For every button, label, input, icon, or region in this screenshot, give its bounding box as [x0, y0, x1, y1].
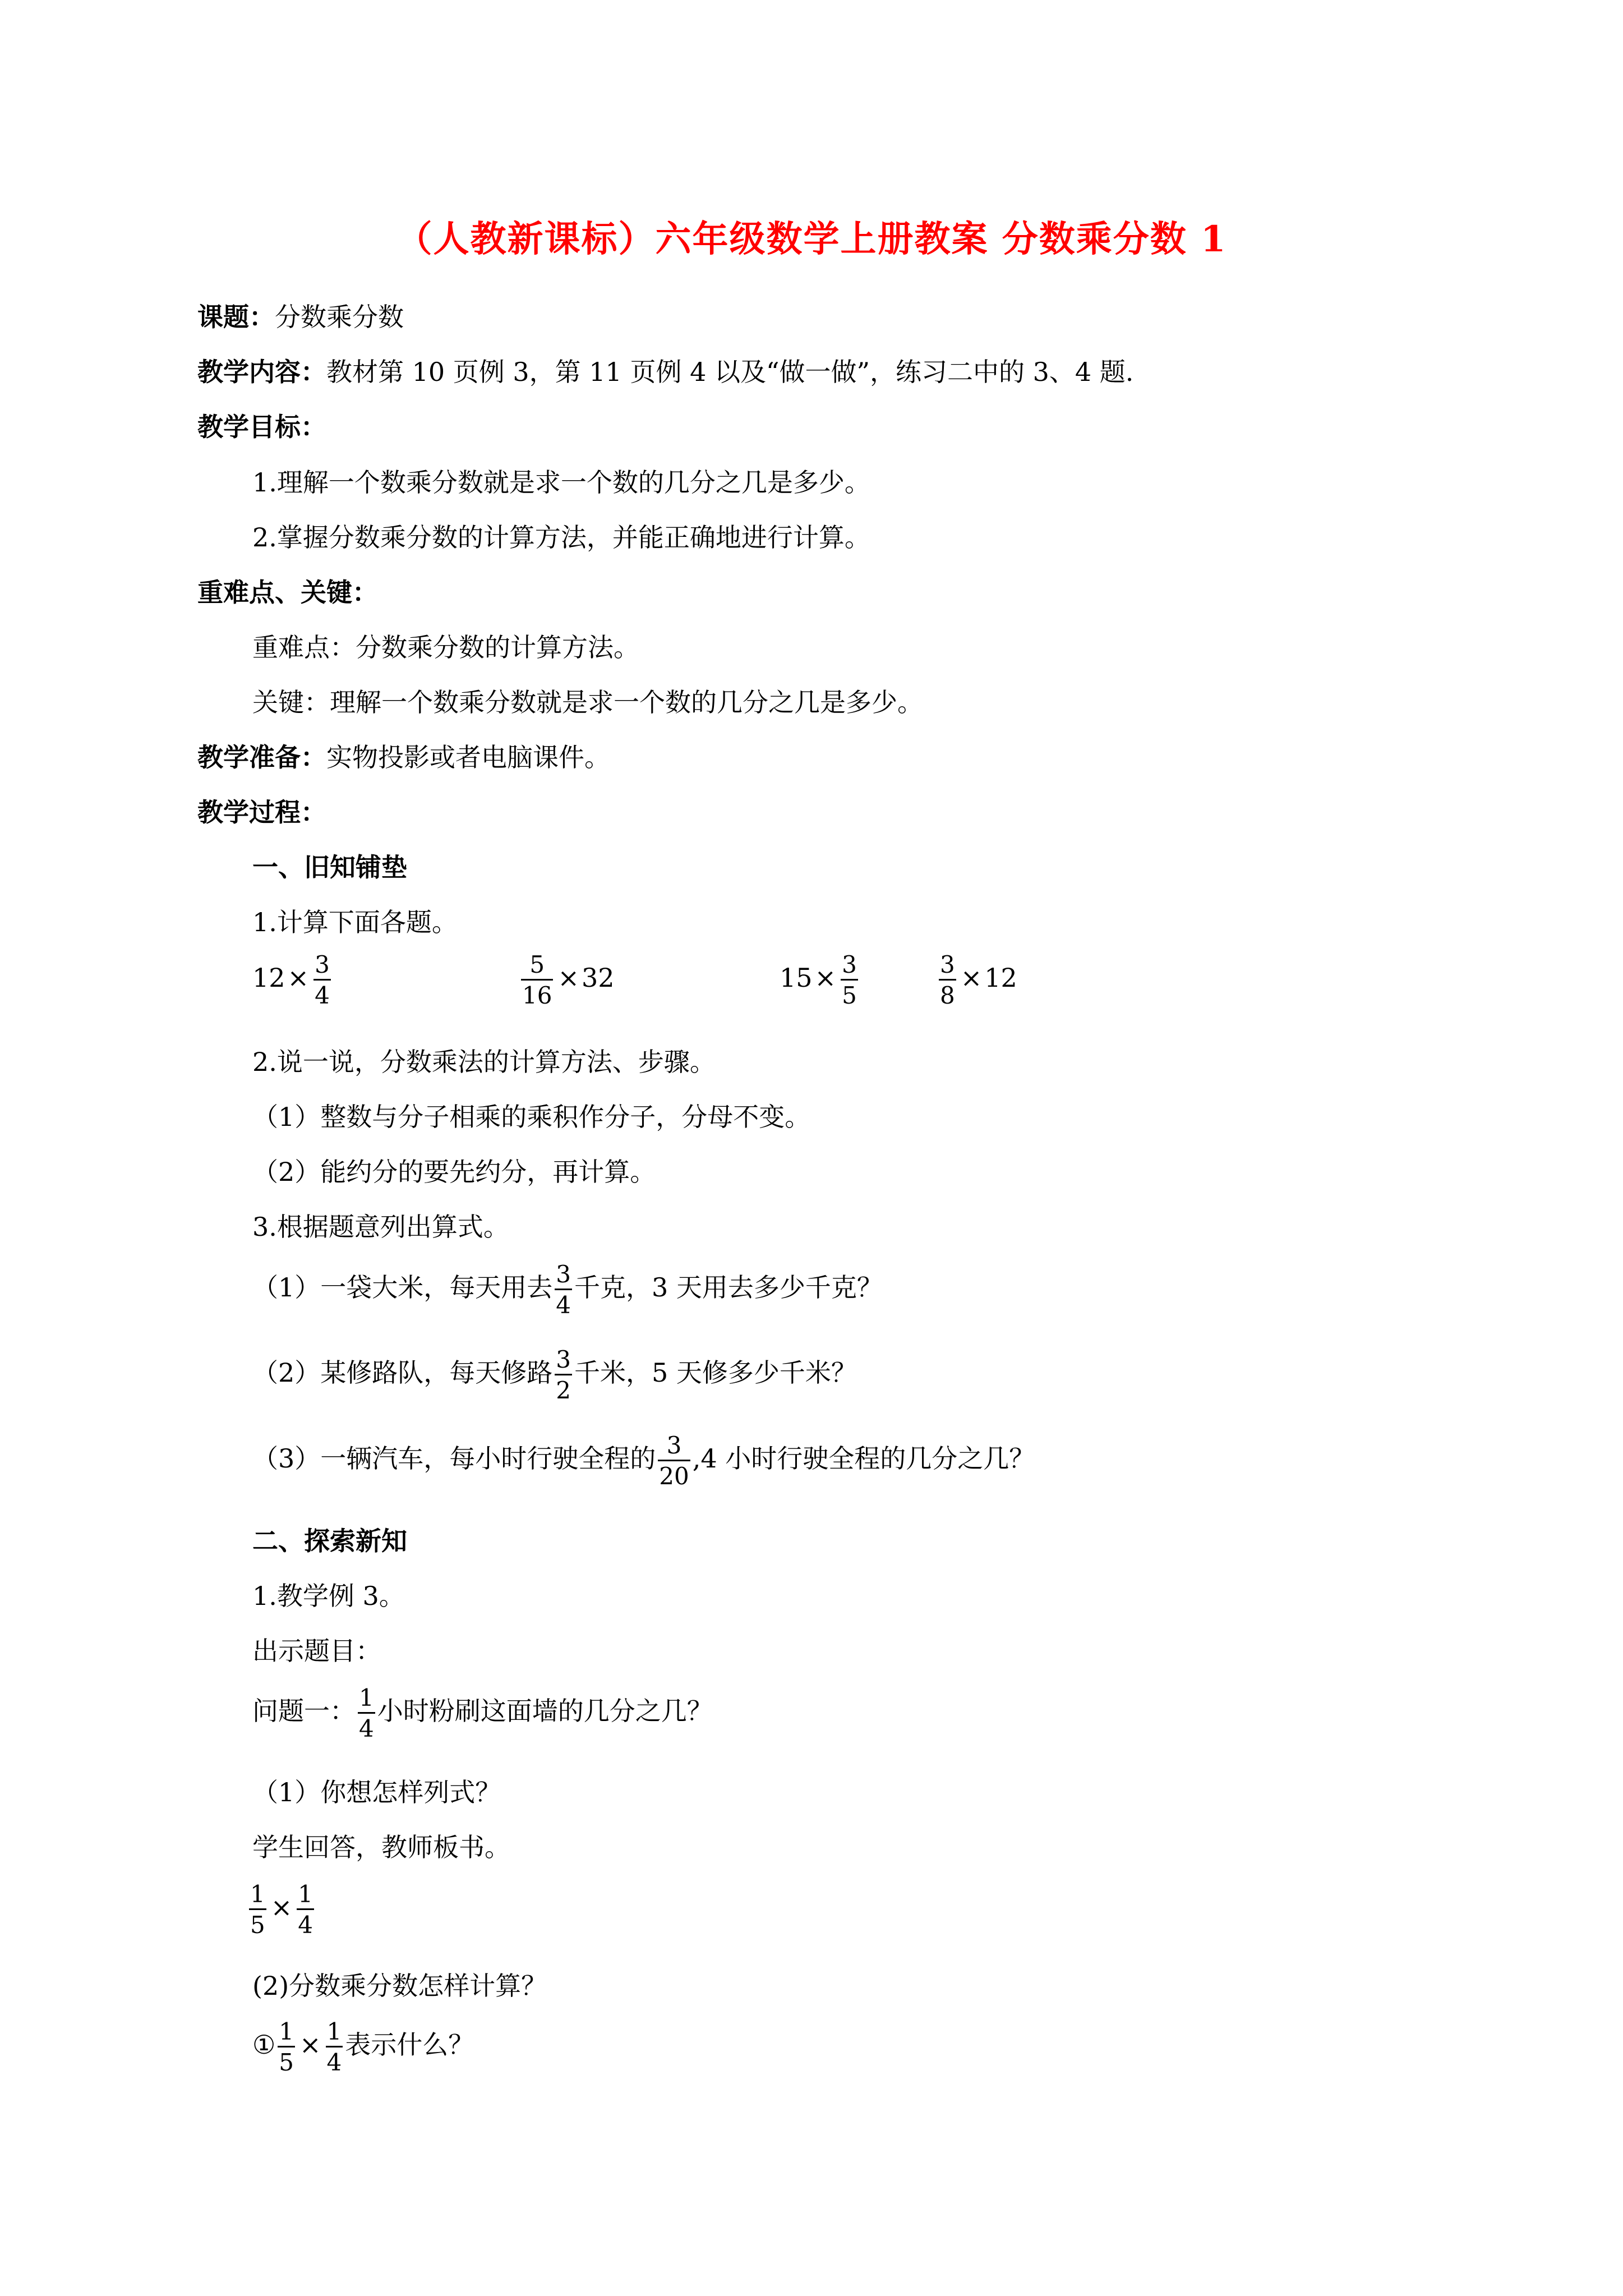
fraction: $\frac{3}{5}$ [842, 950, 857, 1009]
keypoints-heading: 重难点、关键： [197, 577, 378, 608]
goals-heading: 教学目标： [197, 412, 326, 442]
fraction: $\frac{3}{8}$ [940, 950, 955, 1009]
section1-question3: 3.根据题意列出算式。 [252, 1212, 509, 1242]
board-expression: $\frac{1}{5}$ × $\frac{1}{4}$ [250, 1880, 313, 1939]
exercise-2: $\frac{5}{16}$ ×32 [522, 950, 615, 1009]
fraction: $\frac{3}{20}$ [659, 1431, 689, 1490]
process-heading: 教学过程： [197, 797, 326, 827]
fraction: $\frac{1}{4}$ [326, 2017, 342, 2076]
fraction: $\frac{1}{5}$ [250, 1880, 265, 1939]
section1-heading: 一、旧知铺垫 [252, 852, 407, 882]
step-1: （1）你想怎样列式？ [252, 1777, 501, 1807]
section2-example: 1.教学例 3。 [252, 1581, 405, 1611]
exercise-4: $\frac{3}{8}$ ×12 [940, 950, 1017, 1009]
prep-value: 实物投影或者电脑课件。 [326, 742, 610, 772]
section1-question2: 2.说一说，分数乘法的计算方法、步骤。 [252, 1047, 716, 1077]
fraction: $\frac{3}{4}$ [315, 950, 330, 1009]
fraction: $\frac{3}{4}$ [556, 1260, 571, 1319]
goal-item: 1.理解一个数乘分数就是求一个数的几分之几是多少。 [252, 467, 870, 498]
section1-step-b: （2）能约分的要先约分，再计算。 [252, 1157, 656, 1187]
document-title: （人教新课标）六年级数学上册教案 分数乘分数 1 [396, 218, 1227, 260]
problem-2: （2）某修路队，每天修路 $\frac{3}{2}$ 千米，5 天修多少千米？ [252, 1345, 857, 1404]
fraction: $\frac{1}{5}$ [279, 2017, 294, 2076]
content-label: 教学内容： [197, 357, 326, 387]
section2-show: 出示题目： [252, 1636, 381, 1666]
topic-label: 课题： [197, 302, 275, 332]
section1-question1: 1.计算下面各题。 [252, 907, 458, 937]
difficulty-line: 重难点：分数乘分数的计算方法。 [252, 632, 639, 662]
goal-item: 2.掌握分数乘分数的计算方法，并能正确地进行计算。 [252, 522, 870, 553]
fraction: $\frac{5}{16}$ [522, 950, 552, 1009]
prep-line [197, 740, 610, 774]
exercise-3: 15× $\frac{3}{5}$ [780, 950, 857, 1009]
problem-3: （3）一辆汽车，每小时行驶全程的 $\frac{3}{20}$ ,4 小时行驶全程的几分之几？ [252, 1431, 1035, 1490]
fraction: $\frac{1}{4}$ [359, 1683, 374, 1742]
content-value: 教材第 10 页例 3，第 11 页例 4 以及“做一做”，练习二中的 3、4 题. [326, 357, 1134, 387]
prep-label: 教学准备： [197, 742, 326, 772]
key-line: 关键：理解一个数乘分数就是求一个数的几分之几是多少。 [252, 687, 923, 717]
section1-step-a: （1）整数与分子相乘的乘积作分子，分母不变。 [252, 1102, 811, 1132]
section2-heading: 二、探索新知 [252, 1526, 407, 1556]
content-line [197, 355, 1133, 389]
fraction: $\frac{1}{4}$ [298, 1880, 313, 1939]
student-answer: 学生回答，教师板书。 [252, 1832, 510, 1862]
fraction: $\frac{3}{2}$ [556, 1345, 571, 1404]
exercise-1: 12× $\frac{3}{4}$ [252, 950, 330, 1009]
topic-value: 分数乘分数 [275, 302, 404, 332]
step-3: ① $\frac{1}{5}$ × $\frac{1}{4}$ 表示什么？ [252, 2017, 474, 2076]
step-2: (2)分数乘分数怎样计算？ [252, 1971, 547, 2001]
topic-line [197, 300, 404, 334]
problem-1: （1）一袋大米，每天用去 $\frac{3}{4}$ 千克，3 天用去多少千克？ [252, 1260, 883, 1319]
question-one: 问题一： $\frac{1}{4}$ 小时粉刷这面墙的几分之几？ [252, 1683, 713, 1742]
